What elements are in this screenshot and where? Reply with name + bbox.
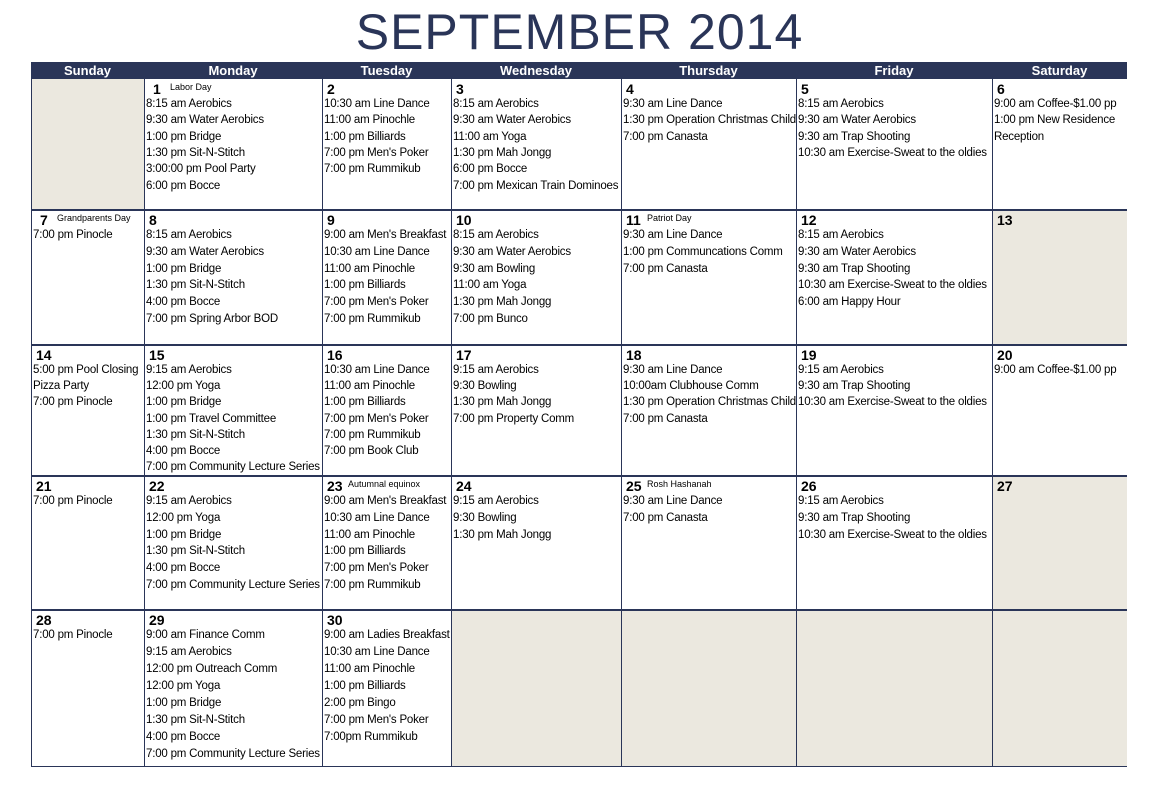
event-item: 1:00 pm Bridge xyxy=(146,396,222,409)
day-cell-empty xyxy=(31,79,144,210)
event-item: 1:30 pm Mah Jongg xyxy=(453,528,552,541)
day-cell-1 xyxy=(144,79,322,210)
day-cell-5 xyxy=(796,79,992,210)
event-item: 7:00 pm Canasta xyxy=(623,130,708,143)
day-cell-6 xyxy=(992,79,1127,210)
event-item: 8:15 am Aerobics xyxy=(453,229,539,241)
day-number: 1 xyxy=(153,81,161,97)
event-item: 4:00 pm Bocce xyxy=(146,562,221,575)
event-item: 8:15 am Aerobics xyxy=(453,98,539,110)
event-item: 7:00 pm Men's Poker xyxy=(324,562,429,575)
day-cell-3 xyxy=(451,79,621,210)
event-item: 7:00 pm Pinocle xyxy=(33,495,113,507)
event-item: 9:30 am Water Aerobics xyxy=(146,114,264,127)
event-item: 9:30 am Line Dance xyxy=(623,229,723,241)
event-item: 9:00 am Men's Breakfast xyxy=(324,229,447,241)
event-item: 1:00 pm Bridge xyxy=(146,528,222,541)
event-item: 9:30 am Line Dance xyxy=(623,364,723,376)
day-cell-17 xyxy=(451,345,621,476)
day-cell-25 xyxy=(621,476,796,610)
day-number: 11 xyxy=(626,212,641,228)
event-item: 6:00 am Happy Hour xyxy=(798,296,901,309)
event-item: 7:00 pm Canasta xyxy=(623,511,708,524)
event-item: 9:30 am Line Dance xyxy=(623,495,723,507)
event-item: 1:00 pm Billiards xyxy=(324,396,406,409)
day-cell-11 xyxy=(621,210,796,345)
day-cell-21 xyxy=(31,476,144,610)
day-number: 6 xyxy=(997,81,1005,97)
event-item: 11:00 am Pinochle xyxy=(324,380,416,393)
day-cell-12 xyxy=(796,210,992,345)
day-cell-29 xyxy=(144,610,322,767)
event-item: 7:00 pm Property Comm xyxy=(453,412,575,425)
event-item: 7:00 pm Bunco xyxy=(453,313,528,325)
event-item: 1:00 pm Billiards xyxy=(324,279,406,292)
day-cell-22 xyxy=(144,476,322,610)
event-item: 7:00 pm Spring Arbor BOD xyxy=(146,313,278,325)
event-item: 8:15 am Aerobics xyxy=(146,98,232,110)
event-item: 7:00 pm Rummikub xyxy=(324,163,421,176)
event-item: 9:30 am Trap Shooting xyxy=(798,130,911,143)
day-cell-27 xyxy=(992,476,1127,610)
day-cell-9 xyxy=(322,210,451,345)
event-item: 8:15 am Aerobics xyxy=(146,229,232,241)
event-item: 4:00 pm Bocce xyxy=(146,445,221,457)
day-cell-10 xyxy=(451,210,621,345)
event-item: 10:30 am Exercise-Sweat to the oldies xyxy=(798,279,987,292)
weekday-header-friday: Friday xyxy=(796,62,992,79)
event-item: 11:00 am Pinochle xyxy=(324,663,416,675)
event-item: 1:30 pm Sit-N-Stitch xyxy=(146,714,245,726)
event-item: 3:00:00 pm Pool Party xyxy=(146,163,256,176)
event-item: 2:00 pm Bingo xyxy=(324,697,396,709)
day-number: 28 xyxy=(36,612,52,628)
event-item: 1:00 pm Communcations Comm xyxy=(623,245,783,258)
event-item: 1:30 pm Mah Jongg xyxy=(453,396,552,409)
day-number: 8 xyxy=(149,212,157,228)
week-divider xyxy=(31,209,1127,211)
event-item: 7:00 pm Men's Poker xyxy=(324,412,429,425)
event-item: 7:00 pm Mexican Train Dominoes xyxy=(453,179,619,192)
day-cell-24 xyxy=(451,476,621,610)
event-item: 10:30 am Exercise-Sweat to the oldies xyxy=(798,146,987,159)
event-item: 12:00 pm Outreach Comm xyxy=(146,663,278,675)
week-divider xyxy=(31,475,1127,477)
event-item: 9:15 am Aerobics xyxy=(798,364,884,376)
event-item: 9:30 am Water Aerobics xyxy=(798,114,916,127)
event-item: 7:00 pm Rummikub xyxy=(324,313,421,325)
event-item: 11:00 am Pinochle xyxy=(324,114,416,127)
event-item: 5:00 pm Pool Closing xyxy=(33,364,139,376)
calendar-grid xyxy=(31,62,1127,767)
event-item: 7:00 pm Canasta xyxy=(623,262,708,275)
event-item: 1:00 pm Billiards xyxy=(324,130,406,143)
day-number: 13 xyxy=(997,212,1013,228)
day-number: 23 xyxy=(327,478,343,494)
day-number: 4 xyxy=(626,81,634,97)
holiday-label: Grandparents Day xyxy=(57,213,131,223)
event-item: 7:00 pm Men's Poker xyxy=(324,296,429,309)
event-item: 10:30 am Line Dance xyxy=(324,646,430,658)
event-item: 9:30 am Trap Shooting xyxy=(798,380,911,393)
event-item: 10:30 am Line Dance xyxy=(324,511,430,524)
event-item: 1:00 pm New Residence xyxy=(994,114,1116,127)
day-cell-8 xyxy=(144,210,322,345)
day-number: 10 xyxy=(456,212,472,228)
weekday-header-saturday: Saturday xyxy=(992,62,1127,79)
day-number: 5 xyxy=(801,81,809,97)
event-item: 1:30 pm Sit-N-Stitch xyxy=(146,279,245,292)
day-number: 3 xyxy=(456,81,464,97)
event-item: 9:00 am Men's Breakfast xyxy=(324,495,447,507)
day-number: 18 xyxy=(626,347,642,363)
event-item: 7:00 pm Men's Poker xyxy=(324,146,429,159)
event-item: 10:30 am Exercise-Sweat to the oldies xyxy=(798,528,987,541)
holiday-label: Labor Day xyxy=(170,82,212,92)
day-cell-28 xyxy=(31,610,144,767)
day-number: 20 xyxy=(997,347,1013,363)
event-item: 11:00 am Pinochle xyxy=(324,528,416,541)
event-item: 1:00 pm Billiards xyxy=(324,545,406,558)
event-item: 12:00 pm Yoga xyxy=(146,511,221,524)
day-number: 15 xyxy=(149,347,165,363)
event-item: 6:00 pm Bocce xyxy=(146,179,221,192)
week-divider xyxy=(31,344,1127,346)
event-item: 7:00 pm Rummikub xyxy=(324,579,421,591)
day-cell-empty xyxy=(621,610,796,767)
day-number: 19 xyxy=(801,347,817,363)
event-item: 1:00 pm Bridge xyxy=(146,130,222,143)
event-item: 1:30 pm Mah Jongg xyxy=(453,296,552,309)
weekday-header-sunday: Sunday xyxy=(31,62,144,79)
day-cell-19 xyxy=(796,345,992,476)
day-number: 26 xyxy=(801,478,817,494)
weekday-header-monday: Monday xyxy=(144,62,322,79)
holiday-label: Rosh Hashanah xyxy=(647,479,712,489)
day-number: 17 xyxy=(456,347,472,363)
event-item: 9:00 am Ladies Breakfast xyxy=(324,629,450,641)
event-item: 7:00 pm Community Lecture Series xyxy=(146,461,320,474)
day-number: 9 xyxy=(327,212,335,228)
day-number: 12 xyxy=(801,212,817,228)
event-item: 9:30 Bowling xyxy=(453,380,517,393)
event-item: 1:00 pm Bridge xyxy=(146,697,222,709)
day-number: 30 xyxy=(327,612,343,628)
day-cell-2 xyxy=(322,79,451,210)
event-item: 9:30 am Water Aerobics xyxy=(146,245,264,258)
day-number: 27 xyxy=(997,478,1013,494)
calendar-title: SEPTEMBER 2014 xyxy=(355,4,804,60)
event-item: 7:00 pm Pinocle xyxy=(33,396,113,409)
day-cell-4 xyxy=(621,79,796,210)
event-item: 10:30 am Line Dance xyxy=(324,364,430,376)
event-item: 7:00 pm Community Lecture Series xyxy=(146,748,320,760)
weekday-header-thursday: Thursday xyxy=(621,62,796,79)
day-number: 29 xyxy=(149,612,165,628)
event-item: 1:30 pm Operation Christmas Child xyxy=(623,396,796,409)
event-item: 7:00 pm Community Lecture Series xyxy=(146,579,320,591)
day-number: 24 xyxy=(456,478,472,494)
event-item: 8:15 am Aerobics xyxy=(798,229,884,241)
event-item: 10:30 am Exercise-Sweat to the oldies xyxy=(798,396,987,409)
event-item: 8:15 am Aerobics xyxy=(798,98,884,110)
day-cell-20 xyxy=(992,345,1127,476)
event-item: 9:30 Bowling xyxy=(453,511,517,524)
day-cell-23 xyxy=(322,476,451,610)
event-item: 7:00pm Rummikub xyxy=(324,731,418,743)
holiday-label: Autumnal equinox xyxy=(348,479,421,489)
event-item: 7:00 pm Pinocle xyxy=(33,629,113,641)
event-item: 1:00 pm Billiards xyxy=(324,680,406,692)
day-number: 7 xyxy=(40,212,48,228)
day-number: 25 xyxy=(626,478,642,494)
day-cell-7 xyxy=(31,210,144,345)
event-item: 9:30 am Line Dance xyxy=(623,98,723,110)
event-item: 9:15 am Aerobics xyxy=(453,495,539,507)
day-cell-empty xyxy=(796,610,992,767)
event-item: 11:00 am Pinochle xyxy=(324,262,416,275)
event-item: 7:00 pm Men's Poker xyxy=(324,714,429,726)
event-item: 10:00am Clubhouse Comm xyxy=(623,380,759,393)
week-divider xyxy=(31,609,1127,611)
day-cell-15 xyxy=(144,345,322,476)
day-cell-14 xyxy=(31,345,144,476)
event-item: 9:00 am Finance Comm xyxy=(146,629,265,641)
weekday-header-tuesday: Tuesday xyxy=(322,62,451,79)
event-item: 9:15 am Aerobics xyxy=(146,646,232,658)
event-item: 9:15 am Aerobics xyxy=(146,495,232,507)
event-item: 1:00 pm Travel Committee xyxy=(146,412,277,425)
holiday-label: Patriot Day xyxy=(647,213,692,223)
event-item: 1:30 pm Sit-N-Stitch xyxy=(146,545,245,558)
event-item: 9:30 am Water Aerobics xyxy=(453,245,571,258)
day-number: 21 xyxy=(36,478,52,494)
event-item: 9:30 am Bowling xyxy=(453,262,536,275)
day-number: 16 xyxy=(327,347,343,363)
day-number: 22 xyxy=(149,478,165,494)
event-item: 9:30 am Trap Shooting xyxy=(798,511,911,524)
event-item: 9:00 am Coffee-$1.00 pp xyxy=(994,98,1117,110)
event-item: 1:30 pm Operation Christmas Child xyxy=(623,114,796,127)
event-item: 12:00 pm Yoga xyxy=(146,680,221,692)
event-item: 7:00 pm Canasta xyxy=(623,412,708,425)
event-item: 10:30 am Line Dance xyxy=(324,245,430,258)
event-item: 1:30 pm Sit-N-Stitch xyxy=(146,146,245,159)
event-item: 9:15 am Aerobics xyxy=(453,364,539,376)
day-cell-13 xyxy=(992,210,1127,345)
event-item: 4:00 pm Bocce xyxy=(146,296,221,309)
weekday-header-wednesday: Wednesday xyxy=(451,62,621,79)
event-item: 1:00 pm Bridge xyxy=(146,262,222,275)
day-number: 2 xyxy=(327,81,335,97)
event-item: 9:00 am Coffee-$1.00 pp xyxy=(994,364,1117,376)
event-item: 10:30 am Line Dance xyxy=(324,98,430,110)
event-item: 1:30 pm Mah Jongg xyxy=(453,146,552,159)
event-item: 1:30 pm Sit-N-Stitch xyxy=(146,428,245,441)
event-item: 9:15 am Aerobics xyxy=(798,495,884,507)
day-cell-16 xyxy=(322,345,451,476)
event-item: 9:15 am Aerobics xyxy=(146,364,232,376)
event-item: Reception xyxy=(994,130,1044,143)
event-item: 4:00 pm Bocce xyxy=(146,731,221,743)
event-item: 6:00 pm Bocce xyxy=(453,163,528,176)
day-cell-empty xyxy=(451,610,621,767)
event-item: 7:00 pm Rummikub xyxy=(324,428,421,441)
day-cell-empty xyxy=(992,610,1127,767)
day-cell-26 xyxy=(796,476,992,610)
event-item: 7:00 pm Book Club xyxy=(324,445,419,457)
event-item: 12:00 pm Yoga xyxy=(146,380,221,393)
event-item: 11:00 am Yoga xyxy=(453,130,527,143)
day-cell-30 xyxy=(322,610,451,767)
event-item: Pizza Party xyxy=(33,380,89,393)
event-item: 9:30 am Trap Shooting xyxy=(798,262,911,275)
event-item: 9:30 am Water Aerobics xyxy=(798,245,916,258)
event-item: 11:00 am Yoga xyxy=(453,279,527,292)
event-item: 7:00 pm Pinocle xyxy=(33,229,113,241)
day-cell-18 xyxy=(621,345,796,476)
event-item: 9:30 am Water Aerobics xyxy=(453,114,571,127)
day-number: 14 xyxy=(36,347,52,363)
